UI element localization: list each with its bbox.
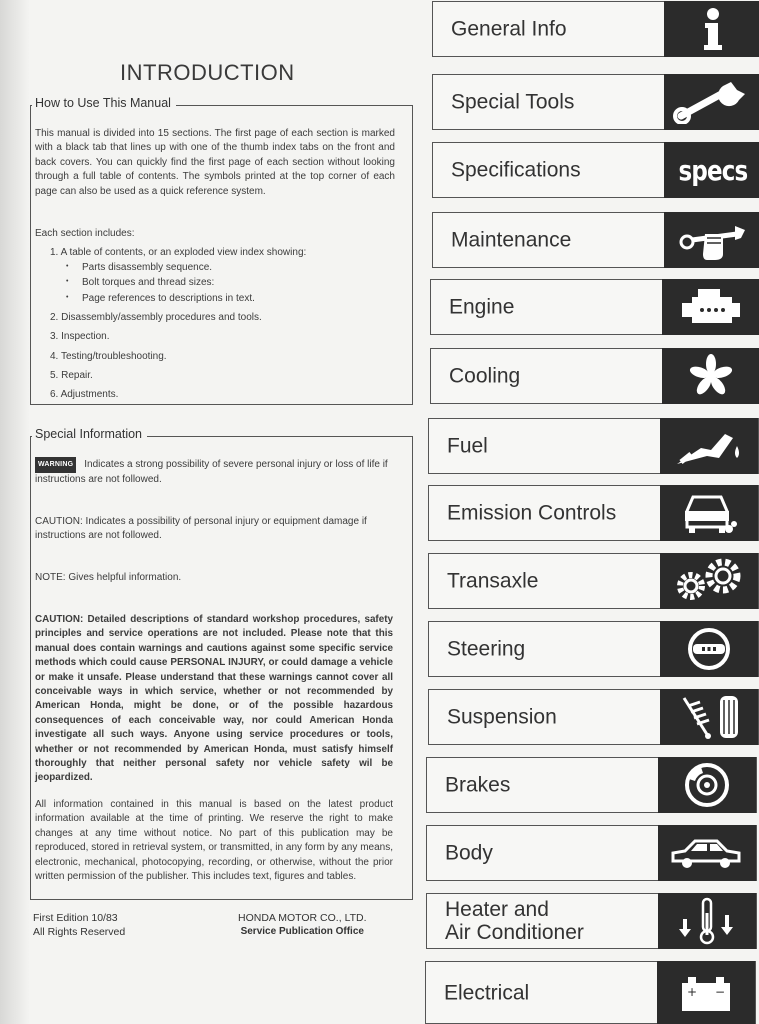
company: HONDA MOTOR CO., LTD. [238, 912, 367, 924]
tab-label: Body [445, 841, 493, 865]
tab-label: Suspension [447, 705, 557, 729]
tab-label: Specifications [451, 158, 581, 182]
tab-heater-air-conditioner[interactable] [426, 893, 757, 949]
list-item: 4. Testing/troubleshooting. [50, 350, 167, 362]
tab-transaxle[interactable] [428, 553, 759, 609]
warning-description: Indicates a strong possibility of severe personal injury or loss of life if instructions are not followed. [35, 459, 388, 486]
tab-label: Electrical [444, 981, 530, 1004]
tab-label: Brakes [445, 773, 511, 797]
tab-label-line2: Air Conditioner [445, 921, 584, 944]
tab-specifications[interactable] [432, 142, 759, 198]
publisher-info [238, 911, 367, 939]
tab-emission-controls[interactable] [428, 485, 759, 541]
thermometer-icon [658, 893, 756, 949]
section-includes-list-cont [50, 308, 262, 404]
shock-absorber-icon [660, 689, 758, 745]
engine-icon [662, 279, 759, 335]
tab-fuel[interactable] [428, 418, 759, 474]
info-icon [664, 1, 759, 57]
office: Service Publication Office [240, 926, 364, 937]
tab-brakes[interactable] [426, 757, 757, 813]
info-text: All information contained in this manual is based on the latest product information available at the time of printing. We reserve the right to make changes at any time without notice. No part of this publication may be reproduced, stored in retrieval system, or transmitted, in any form by any means, electronic, mechanical, photocopying, recording, or otherwise, without the prior written permission of the publisher. This includes text, figures and tables. [35, 799, 393, 883]
edition-info [33, 911, 125, 939]
tab-engine[interactable] [430, 279, 759, 335]
rights: All Rights Reserved [33, 926, 126, 938]
tab-cooling[interactable] [430, 348, 759, 404]
car-exhaust-icon [660, 485, 758, 541]
page-title: INTRODUCTION [120, 60, 295, 85]
brake-disc-icon [658, 757, 756, 813]
section-includes-list [50, 246, 306, 260]
list-item: 6. Adjustments. [50, 389, 119, 401]
tab-label: General Info [451, 17, 567, 41]
hand-wrench-icon [664, 212, 759, 268]
caution-text: CAUTION: Indicates a possibility of personal injury or equipment damage if instructions are not followed. [35, 516, 367, 542]
caution-detail: CAUTION: Detailed descriptions of standard workshop procedures, safety principles and service operations are not included. Please note that this manual does contain warnings and cautions against some specific service methods which could cause PERSONAL INJURY, or could damage a vehicle or make it unsafe. Please understand that these warnings cannot cover all conceivable ways in which service, whether or not recommended by American Honda, might be done, or of the possible hazardous consequences of each conceivable way, nor could American Honda investigate all such ways. Anyone using service procedures or tools, whether or not recommended by American Honda, must satisfy himself thoroughly that neither personal safety nor vehicle safety wil be jeopardized. [35, 614, 393, 784]
tab-electrical[interactable] [425, 961, 756, 1024]
tab-maintenance[interactable] [432, 212, 759, 268]
tab-general-info[interactable] [432, 1, 759, 57]
warning-badge: WARNING [35, 457, 76, 473]
tab-label: Engine [449, 295, 515, 319]
tab-body[interactable] [426, 825, 757, 881]
includes-label: Each section includes: [35, 228, 135, 239]
tab-label: Fuel [447, 434, 488, 458]
tab-label: Transaxle [447, 569, 539, 593]
battery-minus-sign: − [714, 984, 726, 999]
battery-icon [657, 961, 755, 1024]
how-to-use-paragraph: This manual is divided into 15 sections. The first page of each section is marked with a black tab that lines up with one of the thumb index tabs on the front and back covers. You can quickly find the first page of each section without looking through a full table of contents. The symbols printed at the top corner of each page can also be used as a quick reference system. [35, 128, 395, 197]
list-item: • Parts disassembly sequence. [66, 260, 255, 275]
list-item: • Page references to descriptions in text. [66, 291, 255, 306]
tab-label: Emission Controls [447, 501, 617, 525]
list-item: 5. Repair. [50, 369, 93, 381]
list-item: 2. Disassembly/assembly procedures and tools. [50, 312, 262, 323]
warning-text [35, 457, 395, 488]
steering-wheel-icon [660, 621, 758, 677]
page-gutter [0, 0, 30, 1024]
specs-icon: specs [664, 142, 759, 198]
list-item: 1. A table of contents, or an exploded view index showing: [50, 247, 307, 258]
edition: First Edition 10/83 [33, 912, 118, 924]
battery-plus-sign: + [686, 984, 698, 999]
tab-label: Cooling [449, 364, 521, 388]
list-item: 3. Inspection. [50, 331, 110, 343]
tab-special-tools[interactable] [432, 74, 759, 130]
car-body-icon [658, 825, 756, 881]
tab-label-line1: Heater and [445, 898, 549, 921]
gears-icon [660, 553, 758, 609]
list-item: • Bolt torques and thread sizes: [66, 275, 255, 290]
fuel-nozzle-icon [660, 418, 758, 474]
tab-steering[interactable] [428, 621, 759, 677]
special-info-heading: Special Information [32, 427, 147, 441]
tab-suspension[interactable] [428, 689, 759, 745]
sub-items-list [66, 260, 255, 306]
tab-label: Steering [447, 637, 526, 661]
tab-label: Maintenance [451, 228, 572, 252]
note-text: NOTE: Gives helpful information. [35, 572, 182, 583]
how-to-use-heading: How to Use This Manual [32, 96, 176, 110]
fan-icon [662, 348, 759, 404]
tab-label: Special Tools [451, 90, 575, 114]
tab-label [445, 898, 584, 944]
wrench-icon [664, 74, 759, 130]
